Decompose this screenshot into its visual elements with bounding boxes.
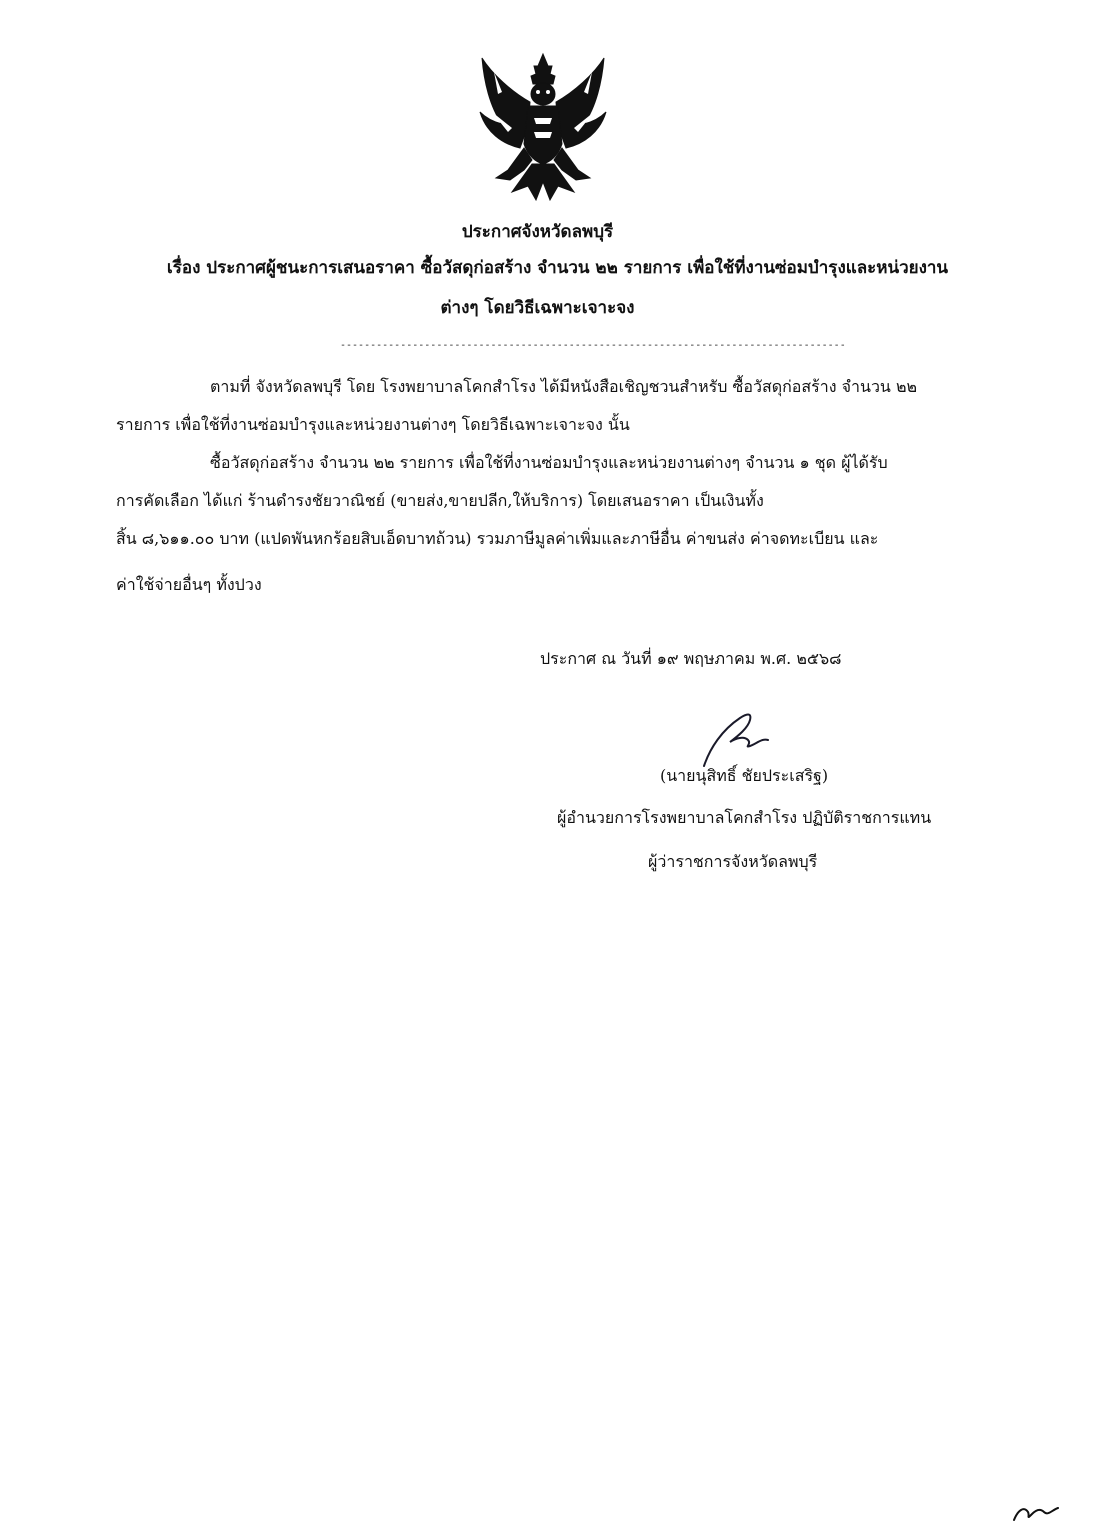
corner-initials-icon <box>1010 1500 1060 1523</box>
signatory-name: (นายนุสิทธิ์ ชัยประเสริฐ) <box>660 766 829 785</box>
body-paragraph-1-line-1: ตามที่ จังหวัดลพบุรี โดย โรงพยาบาลโคกสำโรง ได้มีหนังสือเชิญชวนสำหรับ ซื้อวัสดุก่อสร้าง จำนวน ๒๒ <box>210 377 918 396</box>
subject-line-1: เรื่อง ประกาศผู้ชนะการเสนอราคา ซื้อวัสดุก่อสร้าง จำนวน ๒๒ รายการ เพื่อใช้ที่งานซ่อมบำรุงและหน่วยงาน <box>166 258 949 278</box>
handwritten-signature-icon <box>700 708 772 772</box>
body-paragraph-2-line-3: สิ้น ๘,๖๑๑.๐๐ บาท (แปดพันหกร้อยสิบเอ็ดบาทถ้วน) รวมภาษีมูลค่าเพิ่มและภาษีอื่น ค่าขนส่ง ค่าจดทะเบียน และ <box>116 529 879 548</box>
body-paragraph-2-line-4: ค่าใช้จ่ายอื่นๆ ทั้งปวง <box>116 575 262 594</box>
body-paragraph-2-line-1: ซื้อวัสดุก่อสร้าง จำนวน ๒๒ รายการ เพื่อใช้ที่งานซ่อมบำรุงและหน่วยงานต่างๆ จำนวน ๑ ชุด ผู้ได้รับ <box>210 453 888 472</box>
body-paragraph-2-line-2: การคัดเลือก ได้แก่ ร้านดำรงชัยวาณิชย์ (ขายส่ง,ขายปลีก,ให้บริการ) โดยเสนอราคา เป็นเงินทั้ง <box>116 491 764 510</box>
divider-line: ------------------------------------------------------------------------------------ <box>340 340 846 351</box>
signatory-position-line-1: ผู้อำนวยการโรงพยาบาลโคกสำโรง ปฏิบัติราชการแทน <box>557 808 932 827</box>
document-title: ประกาศจังหวัดลพบุรี <box>461 222 614 242</box>
subject-line-2: ต่างๆ โดยวิธีเฉพาะเจาะจง <box>440 298 635 318</box>
garuda-emblem-icon <box>472 52 614 202</box>
announcement-date: ประกาศ ณ วันที่ ๑๙ พฤษภาคม พ.ศ. ๒๕๖๘ <box>540 649 842 668</box>
signatory-position-line-2: ผู้ว่าราชการจังหวัดลพบุรี <box>648 852 818 871</box>
body-paragraph-1-line-2: รายการ เพื่อใช้ที่งานซ่อมบำรุงและหน่วยงานต่างๆ โดยวิธีเฉพาะเจาะจง นั้น <box>116 415 630 434</box>
